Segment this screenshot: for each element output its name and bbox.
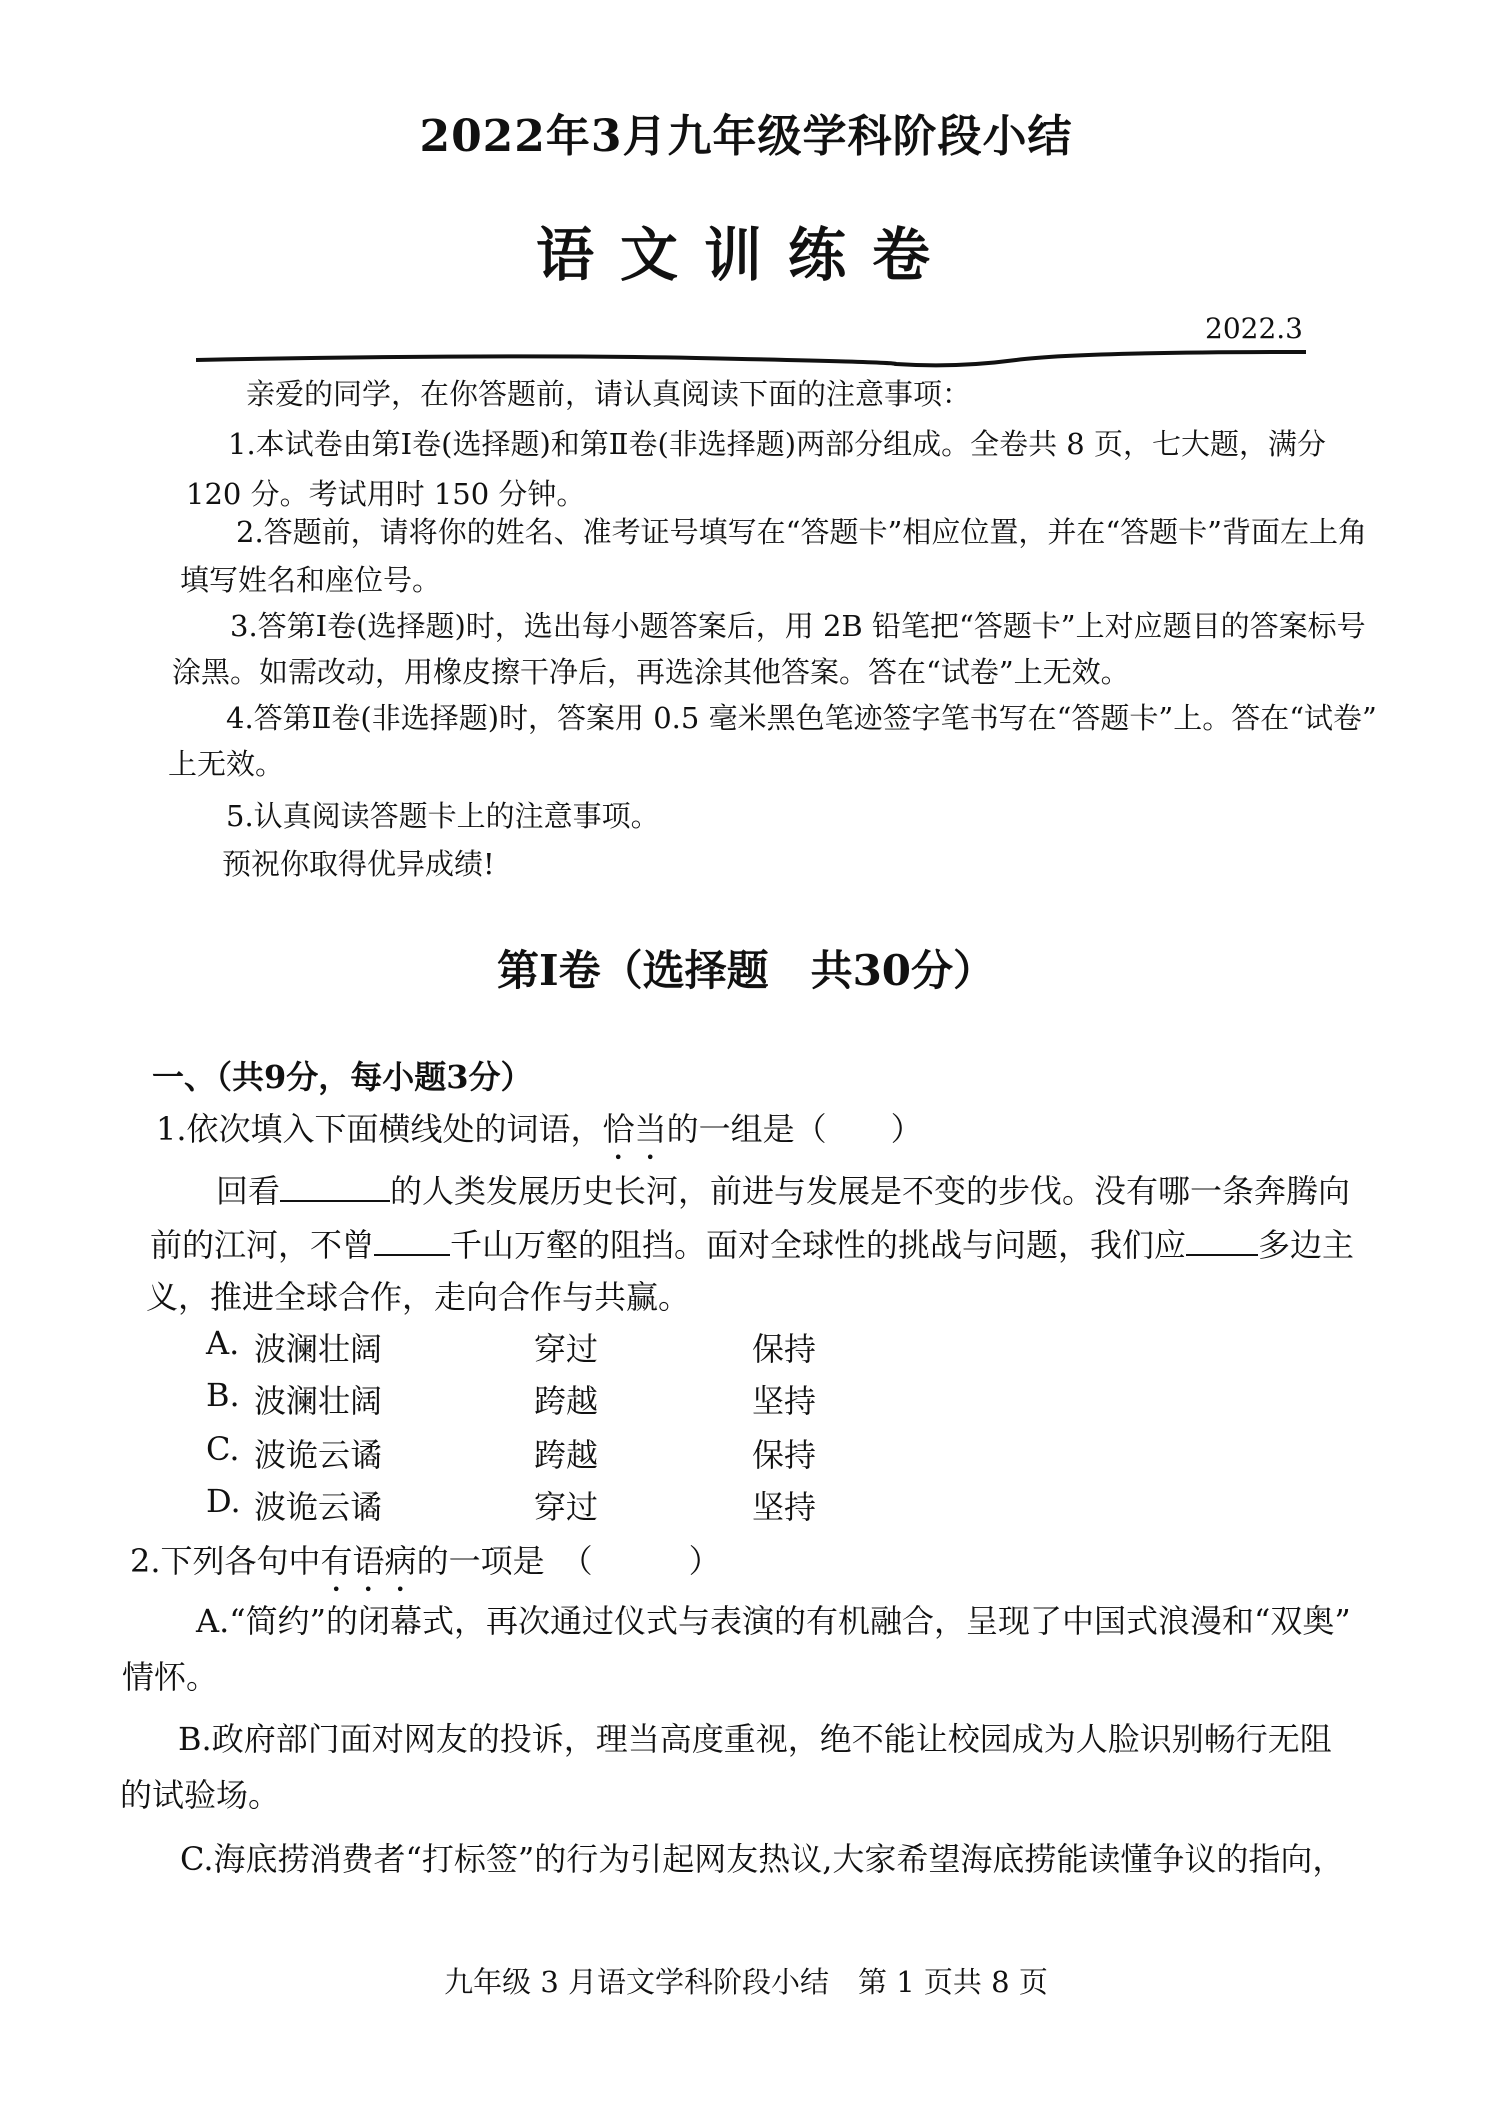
passage-text: 回看 xyxy=(216,1172,281,1210)
q2-option-c-line-1: C.海底捞消费者“打标签”的行为引起网友热议,大家希望海底捞能读懂争议的指向， xyxy=(180,1840,1345,1878)
question-1-passage-line-2 xyxy=(150,1220,1354,1266)
question-2-stem-pre: 2.下列各句中 xyxy=(130,1542,321,1580)
notice-item-3: 3.答第Ⅰ卷(选择题)时，选出每小题答案后，用 2B 铅笔把“答题卡”上对应题目的答案标号 xyxy=(230,609,1366,643)
notice-item-4: 4.答第Ⅱ卷(非选择题)时，答案用 0.5 毫米黑色笔迹签字笔书写在“答题卡”上。答在“试卷” xyxy=(226,701,1377,735)
notice-item-1-cont: 120 分。考试用时 150 分钟。 xyxy=(186,477,586,511)
option-label: B. xyxy=(206,1376,240,1414)
q2-option-b-line-1: B.政府部门面对网友的投诉，理当高度重视，绝不能让校园成为人脸识别畅行无阻 xyxy=(178,1720,1332,1758)
passage-text: 多边主 xyxy=(1258,1226,1355,1264)
notice-intro: 亲爱的同学，在你答题前，请认真阅读下面的注意事项： xyxy=(246,377,972,411)
notice-wish: 预祝你取得优异成绩! xyxy=(222,847,495,881)
exam-title: 语文训练卷 xyxy=(535,221,956,289)
option-word-2: 穿过 xyxy=(534,1488,599,1526)
option-word-1: 波澜壮阔 xyxy=(254,1330,383,1368)
fill-blank-2 xyxy=(374,1226,450,1256)
option-word-3: 保持 xyxy=(752,1436,817,1474)
option-label: A. xyxy=(206,1324,240,1362)
notice-item-4-cont: 上无效。 xyxy=(168,747,285,781)
passage-text: 前的江河，不曾 xyxy=(150,1226,375,1264)
option-word-3: 坚持 xyxy=(752,1382,817,1420)
option-word-3: 坚持 xyxy=(752,1488,817,1526)
part-1-heading: 一、（共9分，每小题3分） xyxy=(152,1058,533,1096)
option-word-2: 跨越 xyxy=(534,1436,599,1474)
section-title: 第Ⅰ卷（选择题 共30分） xyxy=(496,946,996,995)
option-word-3: 保持 xyxy=(752,1330,817,1368)
question-1-stem-pre: 1.依次填入下面横线处的词语， xyxy=(156,1110,603,1148)
q2-option-a-line-2: 情怀。 xyxy=(122,1658,219,1696)
option-word-1: 波诡云谲 xyxy=(254,1436,383,1474)
header-rule xyxy=(196,346,1306,376)
option-word-1: 波诡云谲 xyxy=(254,1488,383,1526)
exam-date: 2022.3 xyxy=(1205,312,1303,345)
exam-header: 2022年3月九年级学科阶段小结 xyxy=(419,111,1073,162)
notice-item-3-cont: 涂黑。如需改动，用橡皮擦干净后，再选涂其他答案。答在“试卷”上无效。 xyxy=(172,655,1130,689)
notice-item-2-cont: 填写姓名和座位号。 xyxy=(180,563,442,597)
option-label: D. xyxy=(206,1482,241,1520)
question-1-passage-line-3: 义，推进全球合作，走向合作与共赢。 xyxy=(146,1278,691,1316)
notice-item-2: 2.答题前，请将你的姓名、准考证号填写在“答题卡”相应位置，并在“答题卡”背面左上角 xyxy=(236,515,1367,549)
question-2-stem-emphasis: 有语病 xyxy=(320,1542,417,1580)
passage-text: 千山万壑的阻挡。面对全球性的挑战与问题，我们应 xyxy=(450,1226,1187,1264)
option-label: C. xyxy=(206,1430,240,1468)
q2-option-b-line-2: 的试验场。 xyxy=(120,1776,281,1814)
question-1-stem-emphasis: 恰当 xyxy=(602,1110,667,1148)
notice-item-5: 5.认真阅读答题卡上的注意事项。 xyxy=(226,799,660,833)
option-word-1: 波澜壮阔 xyxy=(254,1382,383,1420)
q2-option-a-line-1: A.“简约”的闭幕式，再次通过仪式与表演的有机融合，呈现了中国式浪漫和“双奥” xyxy=(196,1602,1351,1640)
question-1-passage-line-1 xyxy=(216,1166,1350,1212)
fill-blank-3 xyxy=(1186,1226,1258,1256)
question-1-stem xyxy=(156,1104,923,1167)
fill-blank-1 xyxy=(280,1172,390,1202)
question-1-stem-post: 的一组是（ ） xyxy=(666,1110,923,1148)
notice-item-1: 1.本试卷由第Ⅰ卷(选择题)和第Ⅱ卷(非选择题)两部分组成。全卷共 8 页，七大题，满分 xyxy=(228,427,1326,461)
option-word-2: 穿过 xyxy=(534,1330,599,1368)
page-footer: 九年级 3 月语文学科阶段小结 第 1 页共 8 页 xyxy=(444,1965,1048,1999)
option-word-2: 跨越 xyxy=(534,1382,599,1420)
passage-text: 的人类发展历史长河，前进与发展是不变的步伐。没有哪一条奔腾向 xyxy=(390,1172,1351,1210)
question-2-stem xyxy=(130,1536,721,1599)
question-2-stem-post: 的一项是 （ ） xyxy=(416,1542,721,1580)
